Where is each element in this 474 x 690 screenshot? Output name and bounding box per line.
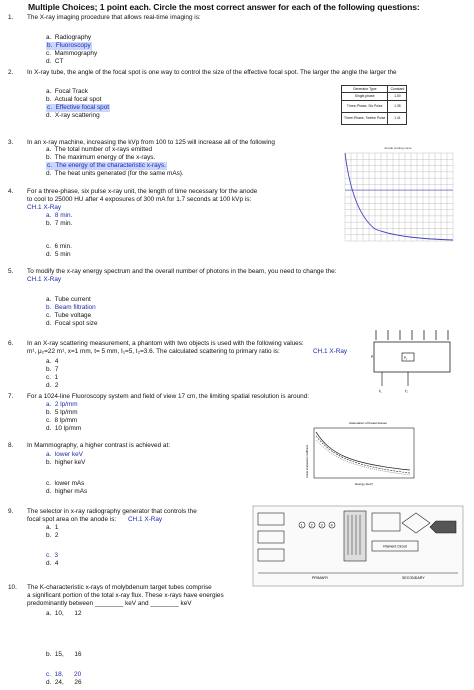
question-text-line-1: The selector in x-ray radiography generator that controls the bbox=[27, 508, 197, 515]
question-number: 10. bbox=[8, 584, 17, 591]
option-c[interactable]: c. 6 min. bbox=[46, 243, 72, 250]
option-d[interactable]: d. higher mAs bbox=[46, 488, 88, 495]
chart-grid bbox=[345, 153, 453, 241]
phantom-diagram bbox=[368, 330, 460, 394]
option-b[interactable]: b. The maximum energy of the x-rays. bbox=[46, 154, 156, 161]
chapter-reference: CH.1 X-Ray bbox=[27, 276, 62, 283]
option-a[interactable]: a. Radiography bbox=[46, 34, 92, 41]
option-b[interactable]: b. 7 bbox=[46, 366, 59, 373]
option-b[interactable]: b. higher keV bbox=[46, 459, 86, 466]
question-text: In an x-ray machine, increasing the kVp from 100 to 125 will increase all of the following bbox=[27, 139, 275, 146]
option-c[interactable]: c. Mammography bbox=[46, 50, 98, 57]
option-d[interactable]: d. 24, 26 bbox=[46, 679, 82, 686]
question-text: To modify the x-ray energy spectrum and the overall number of photons in the beam, you need to change the: bbox=[27, 268, 337, 275]
option-a[interactable]: a. 8 min. bbox=[46, 212, 73, 219]
question-number: 7. bbox=[8, 393, 14, 400]
question-number: 5. bbox=[8, 268, 14, 275]
question-text-line-2: focal spot area on the anode is: bbox=[27, 516, 117, 523]
option-b[interactable]: b. Actual focal spot bbox=[46, 96, 102, 103]
table-cell: 1.41 bbox=[388, 112, 407, 124]
phantom-block bbox=[374, 342, 450, 372]
table-header: Generator Type bbox=[342, 86, 388, 93]
chapter-reference: CH.1 X-Ray bbox=[313, 348, 348, 355]
svg-text:4: 4 bbox=[330, 523, 333, 528]
question-number: 9. bbox=[8, 508, 14, 515]
svg-text:3: 3 bbox=[320, 523, 323, 528]
question-text-line-3: predominantly between ________ keV and ________ keV bbox=[27, 600, 192, 607]
question-text-line-1: In an X-ray scattering measurement, a phantom with two objects is used with the following values: bbox=[27, 340, 304, 347]
label-i1: I₁ bbox=[379, 388, 382, 393]
plot-area bbox=[314, 428, 414, 478]
option-d[interactable]: d. 2 bbox=[46, 382, 59, 389]
attenuation-chart bbox=[298, 420, 422, 488]
table-header: Constant bbox=[388, 86, 407, 93]
option-b[interactable]: b. 15, 16 bbox=[46, 651, 82, 658]
table-cell: 1.00 bbox=[388, 93, 407, 100]
primary-label: PRIMARY bbox=[312, 576, 329, 580]
option-c[interactable]: c. Effective focal spot bbox=[47, 104, 110, 111]
page-title: Multiple Choices; 1 point each. Circle the most correct answer for each of the following questions: bbox=[28, 2, 420, 12]
option-b[interactable]: b. Fluoroscopy bbox=[47, 42, 91, 49]
question-text-line-1: The K-characteristic x-rays of molybdenum target tubes comprise bbox=[27, 584, 212, 591]
option-d[interactable]: d. Focal spot size bbox=[46, 320, 98, 327]
option-a[interactable]: a. 10, 12 bbox=[46, 610, 82, 617]
option-b[interactable]: b. 5 lp/mm bbox=[46, 409, 78, 416]
question-text-line-2: to cool to 25000 HU after 4 exposures of 300 mA for 1.7 seconds at 100 kVp is: bbox=[27, 196, 252, 203]
question-text: For a 1024-line Fluoroscopy system and field of view 17 cm, the limiting spatial resolution is around: bbox=[27, 393, 310, 400]
option-b[interactable]: b. 2 bbox=[46, 532, 59, 539]
option-a[interactable]: a. 1 bbox=[46, 524, 59, 531]
chapter-reference: CH.1 X-Ray bbox=[27, 204, 62, 211]
table-cell: Three-Phase, Twelve Pulse bbox=[342, 112, 388, 124]
question-number: 4. bbox=[8, 188, 14, 195]
table-cell: Single-phase bbox=[342, 93, 388, 100]
question-text: In X-ray tube, the angle of the focal spot is one way to control the size of the effective focal spot. The larger the angle the larger the bbox=[27, 69, 397, 76]
option-a[interactable]: a. Tube current bbox=[46, 296, 91, 303]
table-cell: Three-Phase, Six Pulse bbox=[342, 100, 388, 112]
filament-circuit-label: Filament Circuit bbox=[383, 544, 407, 549]
question-number: 6. bbox=[8, 340, 14, 347]
curve-1 bbox=[316, 432, 410, 470]
anode-cooling-chart bbox=[335, 145, 457, 247]
question-number: 2. bbox=[8, 69, 14, 76]
option-d[interactable]: d. 5 min bbox=[46, 251, 71, 258]
generator-circuit-diagram bbox=[252, 505, 464, 587]
option-d[interactable]: d. The heat units generated (for the same mAs). bbox=[46, 170, 184, 177]
question-text: In Mammography, a higher contrast is achieved at: bbox=[27, 442, 171, 449]
option-a[interactable]: a. lower keV bbox=[46, 451, 83, 458]
secondary-label: SECONDARY bbox=[402, 576, 425, 580]
option-c[interactable]: c. Tube voltage bbox=[46, 312, 92, 319]
question-text: The X-ray imaging procedure that allows real-time imaging is: bbox=[27, 14, 201, 21]
option-c[interactable]: c. lower mAs bbox=[46, 480, 85, 487]
chart-title: Anode cooling curve bbox=[384, 146, 412, 150]
option-c[interactable]: c. 3 bbox=[46, 552, 59, 559]
option-b[interactable]: b. Beam filtration bbox=[46, 304, 96, 311]
svg-text:1: 1 bbox=[300, 523, 303, 528]
x-axis-label: Energy (keV) bbox=[355, 482, 373, 486]
label-p1: P₁ bbox=[371, 355, 375, 359]
option-d[interactable]: d. CT bbox=[46, 58, 64, 65]
generator-constant-table bbox=[341, 85, 407, 125]
x-ray-tube bbox=[430, 521, 456, 533]
label-i2: I₂ bbox=[405, 388, 408, 393]
option-c[interactable]: c. 8 lp/mm bbox=[46, 417, 78, 424]
curve-2 bbox=[316, 436, 410, 473]
question-number: 3. bbox=[8, 139, 14, 146]
option-b[interactable]: b. 7 min. bbox=[46, 220, 73, 227]
option-a[interactable]: a. The total number of x-rays emitted bbox=[46, 146, 153, 153]
option-a[interactable]: a. 4 bbox=[46, 358, 59, 365]
transformer-core bbox=[344, 511, 366, 561]
option-d[interactable]: d. 10 lp/mm bbox=[46, 425, 82, 432]
label-p2: P₂ bbox=[404, 356, 408, 360]
chapter-reference: CH.1 X-Ray bbox=[128, 516, 163, 523]
chart-title: Attenuation of breast tissues bbox=[349, 421, 387, 425]
question-text-line-1: For a three-phase, six pulse x-ray unit, the length of time necessary for the anode bbox=[27, 188, 258, 195]
question-text-line-2: m¹, μ₂=22 m¹, x=1 mm, t= 5 mm, I₁=5, I₂=3.6. The calculated scattering to primary ratio is: bbox=[27, 348, 280, 355]
svg-text:2: 2 bbox=[310, 523, 313, 528]
option-a[interactable]: a. Focal Track bbox=[46, 88, 88, 95]
option-d[interactable]: d. X-ray scattering bbox=[46, 112, 100, 119]
y-axis-label: Linear attenuation coefficient bbox=[306, 444, 309, 478]
table-cell: 1.35 bbox=[388, 100, 407, 112]
question-text-line-2: a significant portion of the total x-ray flux. These x-rays have energies bbox=[27, 592, 224, 599]
option-d[interactable]: d. 4 bbox=[46, 560, 59, 567]
question-number: 8. bbox=[8, 442, 14, 449]
option-c[interactable]: c. 1 bbox=[46, 374, 59, 381]
option-c[interactable]: c. 18, 20 bbox=[46, 671, 82, 678]
option-c[interactable]: c. The energy of the characteristic x-rays. bbox=[47, 162, 166, 169]
question-number: 1. bbox=[8, 14, 14, 21]
curve-3 bbox=[316, 440, 410, 475]
option-a[interactable]: a. 2 lp/mm bbox=[46, 401, 78, 408]
